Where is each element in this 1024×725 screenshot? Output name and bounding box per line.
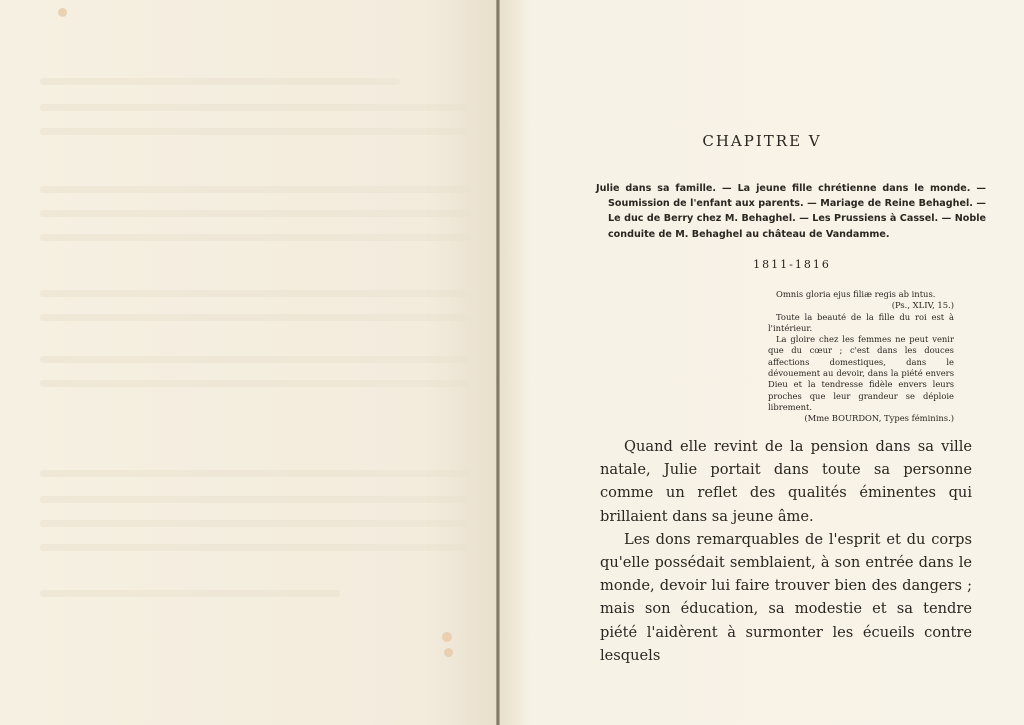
stain-mark — [444, 648, 453, 657]
bleed-through-line — [40, 470, 470, 477]
epigraph-quote: La gloire chez les femmes ne peut venir que du cœur ; c'est dans les douces affections domestiques, dans le dévouement au devoir, dans la piété envers Dieu et la tendresse fidèle envers leurs proches que leur grandeur se déploie librement. — [768, 334, 954, 412]
stain-mark — [58, 8, 67, 17]
chapter-dates: 1811-1816 — [753, 258, 831, 271]
body-text — [600, 435, 972, 667]
bleed-through-line — [40, 356, 470, 363]
chapter-title: CHAPITRE V — [702, 132, 822, 150]
bleed-through-line — [40, 290, 470, 297]
bleed-through-line — [40, 520, 470, 527]
bleed-through-line — [40, 380, 470, 387]
right-page — [500, 0, 1024, 725]
epigraph-translation: Toute la beauté de la fille du roi est à l'intérieur. — [768, 311, 954, 333]
bleed-through-line — [40, 104, 470, 111]
epigraph-latin-reference: (Ps., XLIV, 15.) — [891, 300, 954, 311]
epigraph-quote-reference: (Mme BOURDON, Types féminins.) — [804, 413, 954, 424]
bleed-through-line — [40, 128, 470, 135]
bleed-through-line — [40, 590, 340, 597]
chapter-summary: Julie dans sa famille. — La jeune fille chrétienne dans le monde. — Soumission de l'enfant aux parents. — Mariage de Reine Behaghel. — Le duc de Berry chez M. Behaghel. — Les Prussiens à Cassel. — Noble conduite de M. Behaghel au château de Vandamme. — [596, 183, 986, 240]
epigraph-latin: Omnis gloria ejus filiæ regis ab intus. — [776, 289, 936, 299]
bleed-through-line — [40, 544, 470, 551]
bleed-through-line — [40, 496, 470, 503]
bleed-through-line — [40, 234, 470, 241]
left-page — [0, 0, 498, 725]
stain-mark — [442, 632, 452, 642]
paragraph: Quand elle revint de la pension dans sa ville natale, Julie portait dans toute sa personne comme un reflet des qualités éminentes qui brillaient dans sa jeune âme. — [600, 438, 972, 525]
paragraph: Les dons remarquables de l'esprit et du corps qu'elle possédait semblaient, à son entrée dans le monde, devoir lui faire trouver bien des dangers ; mais son éducation, sa modestie et sa tendre piété l'aidèrent à surmonter les écueils contre lesquels — [600, 530, 972, 664]
epigraph — [768, 289, 954, 425]
bleed-through-line — [40, 78, 400, 85]
bleed-through-line — [40, 210, 470, 217]
bleed-through-line — [40, 186, 470, 193]
bleed-through-line — [40, 314, 470, 321]
